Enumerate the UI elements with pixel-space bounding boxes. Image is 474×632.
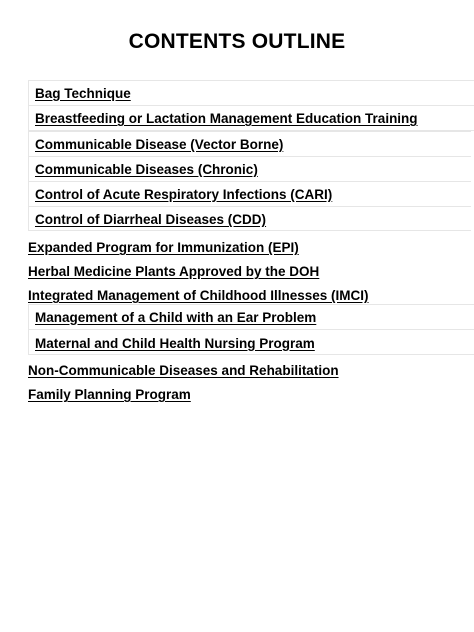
toc-box-2	[28, 131, 471, 231]
toc-link-imci[interactable]: Integrated Management of Childhood Illnesses (IMCI)	[28, 288, 369, 303]
toc-link-herbal-medicine[interactable]: Herbal Medicine Plants Approved by the DOH	[28, 264, 320, 279]
toc-row	[29, 207, 471, 232]
toc-row	[29, 157, 471, 182]
toc-link-communicable-chronic[interactable]: Communicable Diseases (Chronic)	[35, 161, 258, 177]
toc-row	[29, 132, 471, 157]
toc-link-family-planning[interactable]: Family Planning Program	[28, 387, 191, 402]
toc-row	[29, 81, 474, 106]
toc-link-non-communicable[interactable]: Non-Communicable Diseases and Rehabilitation	[28, 363, 339, 378]
toc-link-maternal-child[interactable]: Maternal and Child Health Nursing Program	[35, 335, 315, 351]
toc-link-bag-technique[interactable]: Bag Technique	[35, 85, 131, 101]
toc-link-communicable-vector[interactable]: Communicable Disease (Vector Borne)	[35, 136, 284, 152]
toc-link-cari[interactable]: Control of Acute Respiratory Infections (CARI)	[35, 186, 333, 202]
toc-row	[29, 305, 474, 330]
toc-box-1	[28, 80, 474, 131]
toc-link-ear-problem[interactable]: Management of a Child with an Ear Problem	[35, 309, 317, 325]
toc-link-breastfeeding[interactable]: Breastfeeding or Lactation Management Education Training	[35, 111, 418, 126]
toc-row	[29, 182, 471, 207]
page-title: CONTENTS OUTLINE	[128, 30, 346, 53]
toc-row	[29, 330, 474, 356]
toc-box-3	[28, 304, 474, 355]
toc-link-epi[interactable]: Expanded Program for Immunization (EPI)	[28, 240, 299, 255]
toc-link-cdd[interactable]: Control of Diarrheal Diseases (CDD)	[35, 212, 267, 227]
toc-row	[29, 106, 474, 131]
